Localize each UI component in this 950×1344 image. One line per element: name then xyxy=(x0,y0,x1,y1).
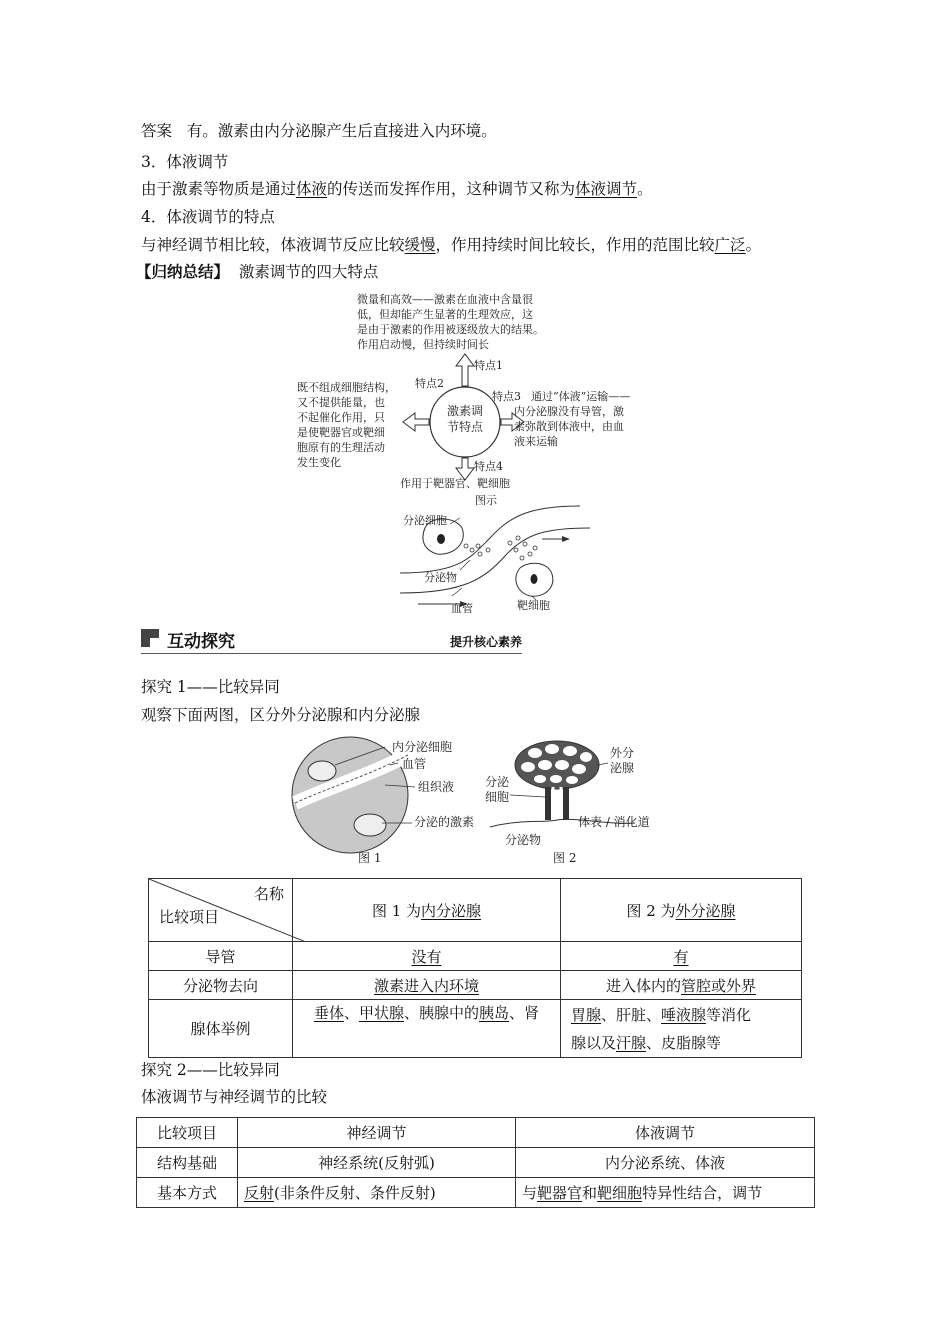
cell xyxy=(561,971,802,1000)
fig1-label-tissue-fluid: 组织液 xyxy=(418,780,455,794)
row-label: 分泌物去向 xyxy=(149,971,293,1000)
feature2-line-1: 既不组成细胞结构， xyxy=(297,381,396,394)
tushi-label: 图示 xyxy=(475,494,497,507)
section-header xyxy=(141,625,522,654)
fig1-label-hormone: 分泌的激素 xyxy=(414,815,475,829)
summary-label: 【归纳总结】 xyxy=(136,262,230,281)
text: 的传送而发挥作用，这种调节又称为 xyxy=(327,180,576,198)
feature4-text: 作用于靶器官、靶细胞 xyxy=(400,477,510,490)
table-row xyxy=(137,1178,815,1208)
feature3-line-1: 通过“体液”运输—— xyxy=(531,390,631,403)
underline-term: 汗腺 xyxy=(616,1033,647,1052)
text: 、皮脂腺等 xyxy=(646,1033,722,1052)
cell xyxy=(516,1178,815,1208)
underline-term: 广泛 xyxy=(714,236,746,254)
secretion-label: 分泌物 xyxy=(424,571,457,584)
explore1-desc: 观察下面两图，区分外分泌腺和内分泌腺 xyxy=(141,706,421,724)
text: 、胰腺中的 xyxy=(404,1004,480,1022)
cell xyxy=(561,1000,802,1058)
feature3-label: 特点3 xyxy=(492,390,521,403)
underline-term: 有 xyxy=(673,947,689,966)
text: 与 xyxy=(522,1184,538,1202)
target-nucleus xyxy=(531,574,538,584)
fig1-label-endocrine-cell: 内分泌细胞 xyxy=(392,740,453,754)
text: 特异性结合，调节 xyxy=(642,1184,763,1202)
text: 与神经调节相比较，体液调节反应比较 xyxy=(141,236,405,254)
feature4-label: 特点4 xyxy=(474,460,503,473)
col-exocrine-header xyxy=(561,879,802,942)
cell xyxy=(561,942,802,971)
explore2-desc: 体液调节与神经调节的比较 xyxy=(141,1088,328,1106)
underline-term: 没有 xyxy=(411,947,442,966)
answer-text: 有。激素由内分泌腺产生后直接进入内环境。 xyxy=(186,122,497,140)
feature1-label: 特点1 xyxy=(474,359,503,372)
header-diagonal-cell xyxy=(149,879,293,942)
text: 等消化 xyxy=(706,1005,752,1024)
text: (非条件反射、条件反射) xyxy=(274,1184,436,1202)
row-label: 基本方式 xyxy=(137,1178,238,1208)
feature2-line-4: 是使靶器官或靶细 xyxy=(297,426,385,439)
fig2-caption: 图 2 xyxy=(553,851,577,865)
summary-line xyxy=(136,261,378,283)
text: 进入体内的 xyxy=(605,976,681,995)
table-row xyxy=(137,1148,815,1178)
blood-vessel-label: 血管 xyxy=(451,602,473,615)
feature3-line-3: 素弥散到体液中，由血 xyxy=(514,420,624,433)
underline-term: 激素进入内环境 xyxy=(373,976,479,995)
underline-term: 内分泌腺 xyxy=(421,901,482,920)
text: 由于激素等物质是通过 xyxy=(141,180,297,198)
cell xyxy=(293,1000,561,1058)
feature3-line-4: 液来运输 xyxy=(514,435,558,448)
text: ，作用持续时间比较长，作用的范围比较 xyxy=(435,236,715,254)
summary-title: 激素调节的四大特点 xyxy=(238,263,379,281)
fig1-cell-bottom xyxy=(354,814,386,836)
underline-term: 甲状腺 xyxy=(358,1004,404,1022)
fig2-label-surface: 体表 / 消化道 xyxy=(578,815,650,829)
table-row xyxy=(149,1000,802,1058)
fig2-label-exocrine-2: 泌腺 xyxy=(610,761,635,775)
feature2-line-6: 发生变化 xyxy=(297,456,341,469)
center-text-2: 节特点 xyxy=(447,420,484,434)
cell xyxy=(238,1178,516,1208)
fig1-label-vessel: 血管 xyxy=(402,757,427,771)
underline-term: 靶器官 xyxy=(537,1184,583,1202)
feature2-line-5: 胞原有的生理活动 xyxy=(297,441,385,454)
col-endocrine-header xyxy=(293,879,561,942)
table-row xyxy=(137,1118,815,1148)
underline-term: 胃腺 xyxy=(571,1005,602,1024)
text: 图 2 为 xyxy=(626,901,676,920)
text: 和 xyxy=(582,1184,598,1202)
underline-term: 体液 xyxy=(296,180,328,198)
arrow-up xyxy=(456,354,474,386)
arrow-left xyxy=(403,413,429,431)
fig2-label-secretory-2: 细胞 xyxy=(485,790,510,804)
header-name: 名称 xyxy=(253,885,284,903)
table-row xyxy=(149,971,802,1000)
cell xyxy=(293,942,561,971)
feature2-line-3: 不起催化作用，只 xyxy=(297,411,385,424)
underline-term: 管腔或外界 xyxy=(681,976,757,995)
row-label: 结构基础 xyxy=(137,1148,238,1178)
fig2-label-exocrine-1: 外分 xyxy=(610,746,635,760)
header-cell: 体液调节 xyxy=(516,1118,815,1148)
underline-term: 外分泌腺 xyxy=(675,901,736,920)
cell: 内分泌系统、体液 xyxy=(516,1148,815,1178)
explore2-title: 探究 2——比较异同 xyxy=(141,1061,280,1079)
paragraph-3 xyxy=(141,178,653,200)
feature2-label: 特点2 xyxy=(415,377,444,390)
explore1-title: 探究 1——比较异同 xyxy=(141,678,280,696)
text: 、 xyxy=(343,1004,359,1022)
center-text-1: 激素调 xyxy=(447,404,484,418)
feature1-line-4: 作用启动慢，但持续时间长 xyxy=(357,338,489,351)
feature1-line-2: 低，但却能产生显著的生理效应，这 xyxy=(357,308,533,321)
text: 、肝脏、 xyxy=(601,1005,662,1024)
answer-label: 答案 xyxy=(141,122,173,140)
heading-3: 3．体液调节 xyxy=(141,153,229,171)
underline-term: 唾液腺 xyxy=(661,1005,707,1024)
underline-term: 体液调节 xyxy=(575,180,638,198)
answer-line xyxy=(141,120,497,142)
cell: 神经系统(反射弧) xyxy=(238,1148,516,1178)
fig1-cell-top xyxy=(308,761,336,781)
gland-comparison-table xyxy=(148,878,802,1058)
target-cell-label: 靶细胞 xyxy=(517,599,550,612)
cell xyxy=(293,971,561,1000)
feature1-line-3: 是由于激素的作用被逐级放大的结果。 xyxy=(357,323,544,336)
underline-term: 胰岛 xyxy=(479,1004,510,1022)
text: 腺以及 xyxy=(571,1033,617,1052)
secretory-nucleus xyxy=(437,534,445,544)
feature1-line-1: 微量和高效——激素在血液中含量很 xyxy=(357,293,533,306)
row-label: 腺体举例 xyxy=(149,1000,293,1058)
underline-term: 垂体 xyxy=(313,1004,344,1022)
regulation-comparison-table xyxy=(136,1117,815,1208)
hormone-dots xyxy=(464,536,537,560)
header-cell: 比较项目 xyxy=(137,1118,238,1148)
text: 、肾 xyxy=(509,1004,540,1022)
section-subtitle: 提升核心素养 xyxy=(449,635,522,649)
fig2-label-secretory-1: 分泌 xyxy=(485,775,510,789)
table-row xyxy=(149,879,802,942)
underline-term: 反射 xyxy=(244,1184,275,1202)
text: 。 xyxy=(637,180,653,198)
fig2-label-secretion: 分泌物 xyxy=(505,833,542,847)
header-cell: 神经调节 xyxy=(238,1118,516,1148)
paragraph-4 xyxy=(141,234,761,256)
fig2-duct xyxy=(548,787,566,820)
feature2-line-2: 又不提供能量，也 xyxy=(297,396,385,409)
text: 图 1 为 xyxy=(371,901,422,920)
heading-4: 4．体液调节的特点 xyxy=(141,208,275,226)
section-title: 互动探究 xyxy=(167,632,235,652)
header-item: 比较项目 xyxy=(159,908,220,926)
secretory-cell-label: 分泌细胞 xyxy=(403,514,447,527)
underline-term: 缓慢 xyxy=(404,236,436,254)
row-label: 导管 xyxy=(149,942,293,971)
text: 。 xyxy=(745,236,762,254)
feature3-line-2: 内分泌腺没有导管，激 xyxy=(514,405,624,418)
table-row xyxy=(149,942,802,971)
underline-term: 靶细胞 xyxy=(597,1184,643,1202)
fig1-caption: 图 1 xyxy=(358,851,382,865)
